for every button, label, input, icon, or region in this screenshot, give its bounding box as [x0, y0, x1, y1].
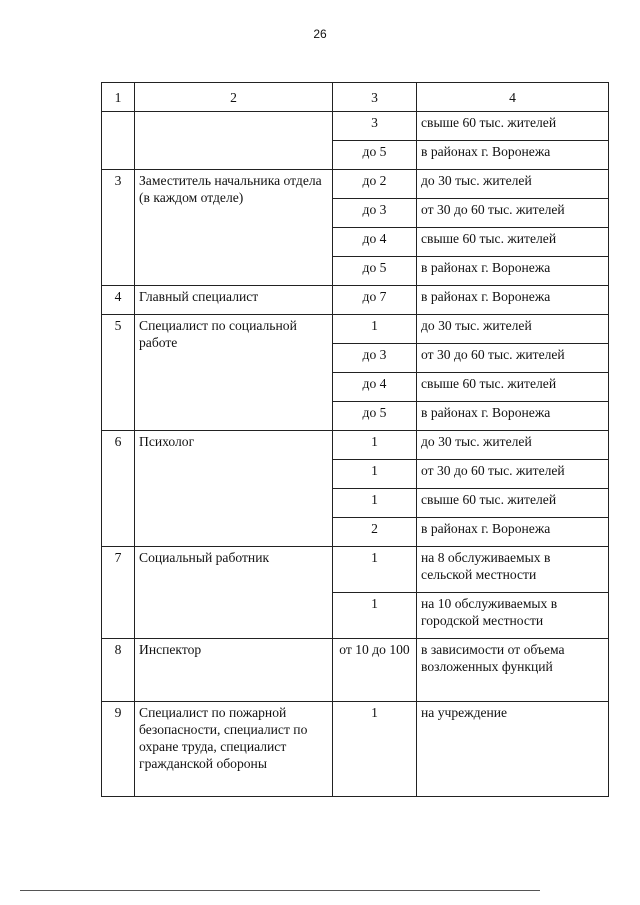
note-cell: от 30 до 60 тыс. жителей: [417, 344, 609, 373]
table-row: [102, 315, 609, 344]
position-cell: Специалист по социальной работе: [135, 315, 333, 431]
position-cell: Главный специалист: [135, 286, 333, 315]
header-cell: 1: [102, 83, 135, 112]
header-cell: 2: [135, 83, 333, 112]
note-cell: до 30 тыс. жителей: [417, 170, 609, 199]
quantity-cell: 1: [333, 460, 417, 489]
table-row: [102, 639, 609, 702]
table-row: [102, 431, 609, 460]
note-cell: в районах г. Воронежа: [417, 518, 609, 547]
header-cell: 4: [417, 83, 609, 112]
quantity-cell: 3: [333, 112, 417, 141]
note-cell: на 10 обслуживаемых в городской местности: [417, 593, 609, 639]
note-cell: на учреждение: [417, 702, 609, 797]
note-cell: свыше 60 тыс. жителей: [417, 489, 609, 518]
row-number-cell: 6: [102, 431, 135, 547]
note-cell: свыше 60 тыс. жителей: [417, 373, 609, 402]
quantity-cell: от 10 до 100: [333, 639, 417, 702]
quantity-cell: до 5: [333, 402, 417, 431]
page-number: 26: [313, 27, 327, 41]
quantity-cell: 1: [333, 315, 417, 344]
row-number-cell: 7: [102, 547, 135, 639]
row-number-cell: 8: [102, 639, 135, 702]
row-number-cell: 5: [102, 315, 135, 431]
note-cell: в районах г. Воронежа: [417, 257, 609, 286]
table-row: [102, 112, 609, 141]
table-row: [102, 547, 609, 593]
note-cell: в районах г. Воронежа: [417, 141, 609, 170]
quantity-cell: 1: [333, 489, 417, 518]
quantity-cell: до 4: [333, 228, 417, 257]
quantity-cell: 1: [333, 593, 417, 639]
note-cell: свыше 60 тыс. жителей: [417, 228, 609, 257]
quantity-cell: 2: [333, 518, 417, 547]
position-cell: Социальный работник: [135, 547, 333, 639]
footer-divider: [20, 890, 540, 891]
table-header-row: [102, 83, 609, 112]
table-row: [102, 702, 609, 797]
note-cell: в районах г. Воронежа: [417, 286, 609, 315]
quantity-cell: до 4: [333, 373, 417, 402]
position-cell: Заместитель начальника отдела (в каждом отделе): [135, 170, 333, 286]
table-row: [102, 170, 609, 199]
note-cell: от 30 до 60 тыс. жителей: [417, 460, 609, 489]
row-number-cell: 3: [102, 170, 135, 286]
note-cell: на 8 обслуживаемых в сельской местности: [417, 547, 609, 593]
row-number-cell: 4: [102, 286, 135, 315]
staffing-table: [101, 82, 609, 797]
header-cell: 3: [333, 83, 417, 112]
quantity-cell: до 7: [333, 286, 417, 315]
quantity-cell: до 5: [333, 257, 417, 286]
quantity-cell: до 3: [333, 344, 417, 373]
note-cell: от 30 до 60 тыс. жителей: [417, 199, 609, 228]
note-cell: в районах г. Воронежа: [417, 402, 609, 431]
position-cell: Специалист по пожарной безопасности, специалист по охране труда, специалист гражданской обороны: [135, 702, 333, 797]
row-number-cell: 9: [102, 702, 135, 797]
quantity-cell: до 5: [333, 141, 417, 170]
quantity-cell: до 3: [333, 199, 417, 228]
row-number-cell: [102, 112, 135, 170]
quantity-cell: 1: [333, 702, 417, 797]
position-cell: Инспектор: [135, 639, 333, 702]
note-cell: до 30 тыс. жителей: [417, 431, 609, 460]
table-row: [102, 286, 609, 315]
quantity-cell: 1: [333, 547, 417, 593]
position-cell: Психолог: [135, 431, 333, 547]
position-cell: [135, 112, 333, 170]
note-cell: до 30 тыс. жителей: [417, 315, 609, 344]
note-cell: свыше 60 тыс. жителей: [417, 112, 609, 141]
quantity-cell: до 2: [333, 170, 417, 199]
note-cell: в зависимости от объема возложенных функций: [417, 639, 609, 702]
quantity-cell: 1: [333, 431, 417, 460]
